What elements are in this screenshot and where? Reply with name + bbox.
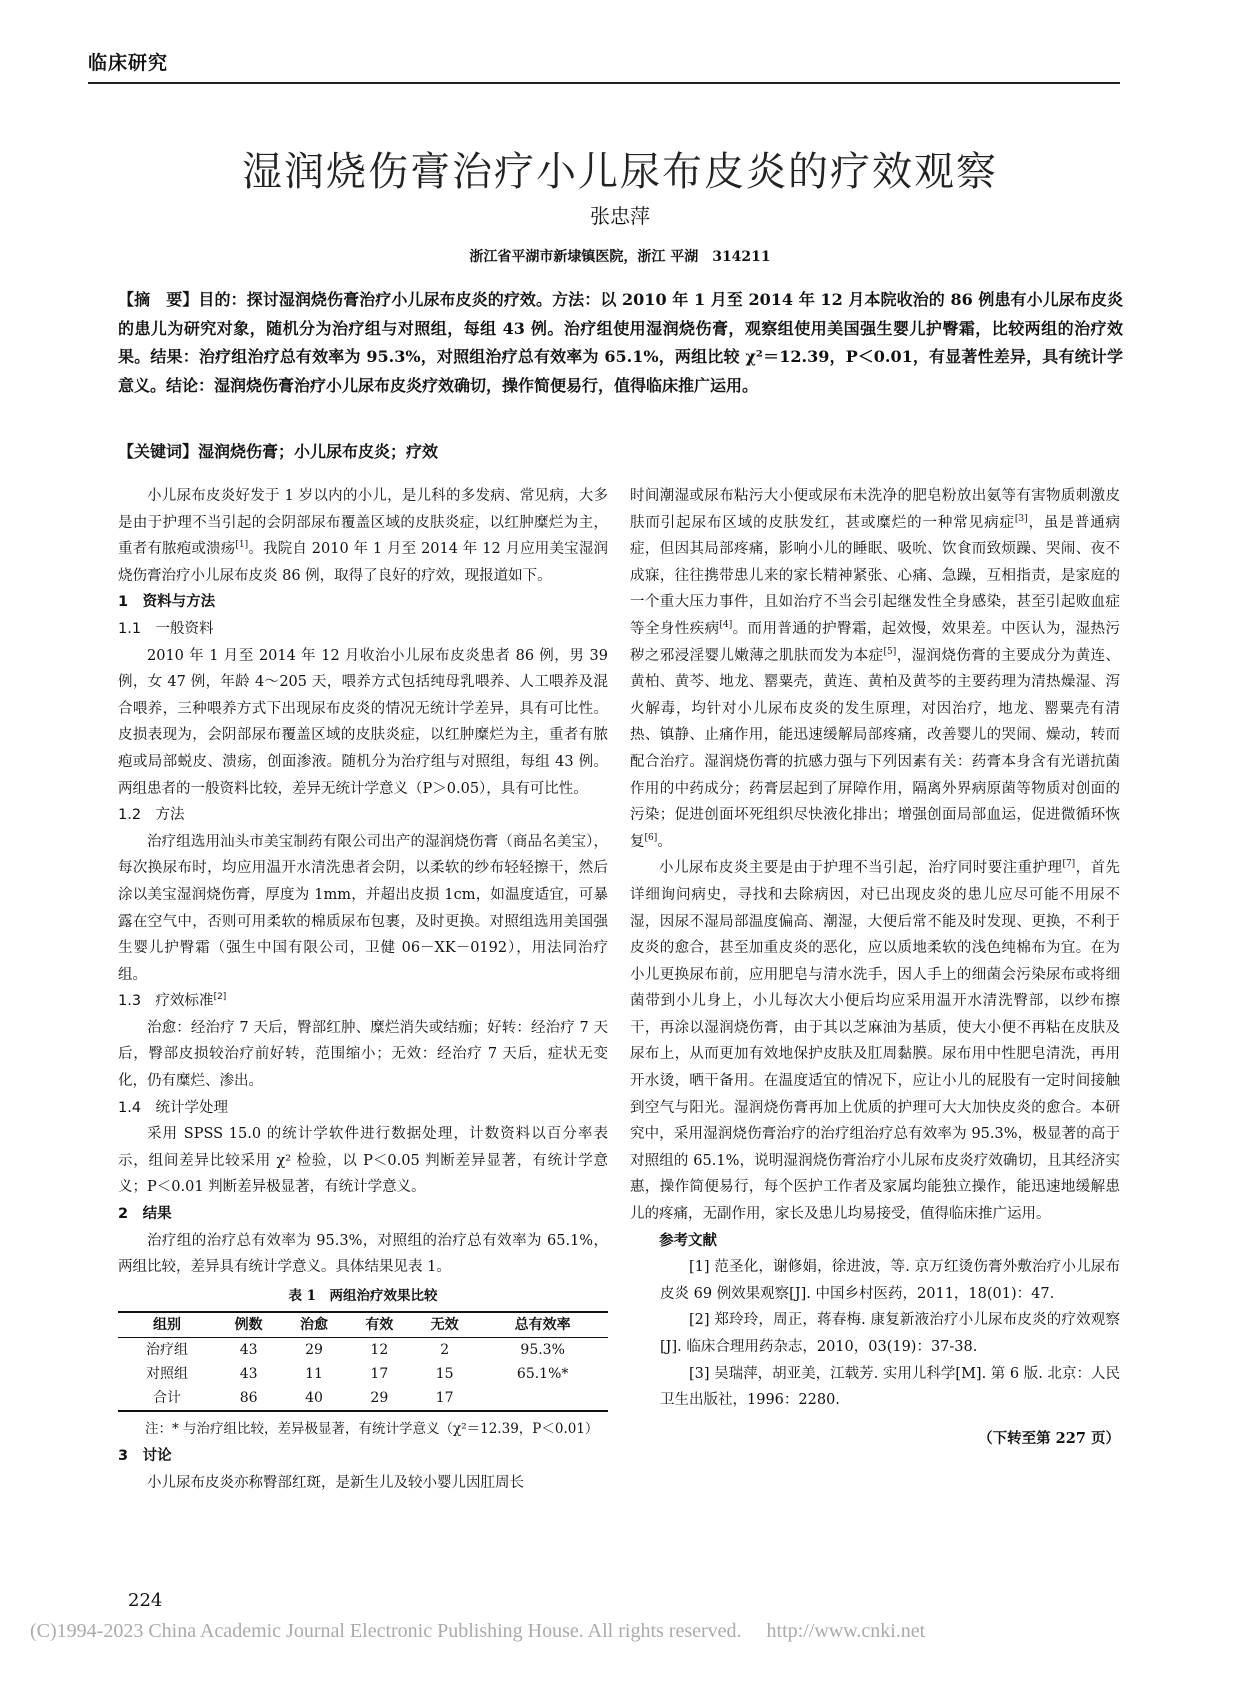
table-cell: 15: [435, 1366, 454, 1383]
method-paragraph: 治疗组选用汕头市美宝制药有限公司出产的湿润烧伤膏（商品名美宝），每次换尿布时，均应用温开水清洗患者会阴，以柔软的纱布轻轻擦干，然后涂以美宝湿润烧伤膏，厚度为 1mm，并超出皮损 1cm，如温度适宜，可暴露在空气中，否则可用柔软的棉质尿布包裹，及时更换。对照组选用美国强生婴儿护臀霜（强生中国有限公司，卫健 06－XK－0192），用法同治疗组。: [118, 833, 608, 983]
paragraph-text: 时间潮湿或尿布粘污大小便或尿布未洗净的肥皂粉放出氨等有害物质刺激皮肤而引起尿布区域的皮肤发红，甚或糜烂的一种常见病症: [630, 488, 1120, 531]
criteria-paragraph: 治愈：经治疗 7 天后，臀部红肿、糜烂消失或结痂；好转：经治疗 7 天后，臀部皮损较治疗前好转，范围缩小；无效：经治疗 7 天后，症状无变化，仍有糜烂、渗出。: [118, 1019, 608, 1090]
page-number: 224: [128, 1590, 163, 1611]
heading-general: 1.1 一般资料: [118, 620, 214, 637]
continued-note: （下转至第 227 页）: [978, 1429, 1120, 1447]
copyright-watermark: (C)1994-2023 China Academic Journal Electronic Publishing House. All rights reserved. http://www.cnki.net: [30, 1620, 926, 1642]
right-column: [630, 483, 1120, 1452]
table-cell: 86: [239, 1390, 258, 1407]
table-cell: [477, 1386, 608, 1411]
table-cell: 合计: [153, 1390, 181, 1407]
reference-item: [3] 吴瑞萍，胡亚美，江载芳. 实用儿科学[M]. 第 6 版. 北京：人民卫生出版社，1996：2280.: [660, 1365, 1120, 1409]
table-cell: 2: [440, 1342, 450, 1359]
table-row: [118, 1386, 608, 1411]
intro-text: 小儿尿布皮炎好发于 1 岁以内的小儿，是儿科的多发病、常见病，大多是由于护理不当引起的会阴部尿布覆盖区域的皮肤炎症，以红肿糜烂为主，重者有脓疱或溃疡: [118, 488, 608, 558]
heading-results: 2 结果: [118, 1206, 172, 1223]
paragraph-text: 小儿尿布皮炎主要是由于护理不当引起，治疗同时要注重护理: [659, 860, 1063, 877]
abstract-label: 【摘 要】: [118, 290, 199, 309]
heading-discussion: 3 讨论: [118, 1448, 172, 1464]
reference-item: [1] 范圣化，谢修娟，徐进波，等. 京万红烫伤膏外敷治疗小儿尿布皮炎 69 例效果观察[J]. 中国乡村医药，2011，18(01)：47.: [660, 1259, 1120, 1302]
paragraph-text: ，虽是普通病症，但因其局部疼痛，影响小儿的睡眠、吸吮、饮食而致烦躁、哭闹、夜不成寐，往往携带患儿来的家长精神紧张、心痛、急躁，互相指责，是家庭的一个重大压力事件，且如治疗不当会引起继发性全身感染，甚至引起败血症等全身性疾病: [630, 514, 1121, 637]
paragraph-text: 。: [657, 833, 672, 850]
paragraph-text: ，首先详细询问病史，寻找和去除病因，对已出现皮炎的患儿应尽可能不用尿不湿，因尿不湿局部温度偏高、潮湿，大便后常不能及时发现、更换，不利于皮炎的愈合，甚至加重皮炎的恶化，应以质地柔软的浅色纯棉布为宜。在为小儿更换尿布前，应用肥皂与清水洗手，因人手上的细菌会污染尿布或将细菌带到小儿身上，小儿每次大小便后均应采用温开水清洗臀部，以纱布擦干，再涂以湿润烧伤膏，由于其以芝麻油为基质，使大小便不再粘在皮肤及尿布上，从而更加有效地保护皮肤及肛周黏膜。尿布用中性肥皂清洗，再用开水烫，晒干备用。在温度适宜的情况下，应让小儿的屁股有一定时间接触到空气与阳光。湿润烧伤膏再加上优质的护理可大大加快皮炎的愈合。本研究中，采用湿润烧伤膏治疗的治疗组治疗总有效率为 95.3%，极显著的高于对照组的 65.1%，说明湿润烧伤膏治疗小儿尿布皮炎疗效确切，且其经济实惠，操作简便易行，每个医护工作者及家属均能独立操作，能迅速地缓解患儿的疼痛，无副作用，家长及患儿均易接受，值得临床推广运用。: [630, 860, 1121, 1223]
affiliation: 浙江省平湖市新埭镇医院，浙江 平湖 314211: [469, 249, 771, 265]
table-cell: 40: [305, 1390, 323, 1407]
paragraph-text: ，湿润烧伤膏的主要成分为黄连、黄柏、黄芩、地龙、罂粟壳，黄连、黄柏及黄芩的主要药理为清热燥湿、泻火解毒，均针对小儿尿布皮炎的发生原理，对因治疗，地龙、罂粟壳有清热、镇静、止痛作用，能迅速缓解局部疼痛，改善婴儿的哭闹、燥动，转而配合治疗。湿润烧伤膏的抗感力强与下列因素有关：药膏本身含有光谱抗菌作用的中药成分；药膏层起到了屏障作用，隔离外界病原菌等物质对创面的污染；促进创面坏死组织尽快液化排出；增强创面局部血运，促进微循环恢复: [630, 647, 1121, 850]
table-cell: 29: [370, 1390, 389, 1407]
intro-paragraph: [118, 483, 608, 589]
heading-methods: 1 资料与方法: [118, 594, 216, 611]
citation: [1]: [235, 540, 249, 551]
table-header-cell: 总有效率: [477, 1312, 608, 1338]
table-header-cell: 有效: [347, 1312, 412, 1338]
table-cell: 43: [239, 1342, 258, 1359]
heading-criteria-text: 1.3 疗效标准: [118, 993, 214, 1010]
citation: [7]: [1062, 859, 1076, 870]
citation: [3]: [1014, 513, 1028, 524]
table-cell: 治疗组: [146, 1342, 188, 1359]
table-header-cell: 组别: [118, 1312, 216, 1338]
references-heading: 参考文献: [659, 1232, 717, 1249]
stats-paragraph: 采用 SPSS 15.0 的统计学软件进行数据处理，计数资料以百分率表示，组间差异比较采用 χ² 检验，以 P＜0.05 判断差异显著，有统计学意义；P＜0.01 判断差异极显著，有统计学意义。: [118, 1126, 608, 1196]
table-cell: 12: [370, 1342, 389, 1359]
keywords-text: 湿润烧伤膏；小儿尿布皮炎；疗效: [198, 442, 439, 461]
nursing-paragraph: [630, 855, 1120, 1227]
heading-criteria: [118, 988, 608, 1015]
general-paragraph: 2010 年 1 月至 2014 年 12 月收治小儿尿布皮炎患者 86 例，男 39 例，女 47 例，年龄 4～205 天，喂养方式包括纯母乳喂养、人工喂养及混合喂养，三种喂养方式下出现尿布皮炎的情况无统计学差异，具有可比性。皮损表现为，会阴部尿布覆盖区域的皮肤炎症，以红肿糜烂为主，重者有脓疱或局部蜕皮、溃疡，创面渗液。随机分为治疗组与对照组，每组 43 例。两组患者的一般资料比较，差异无统计学意义（P＞0.05），具有可比性。: [118, 647, 608, 797]
article-title: 湿润烧伤膏治疗小儿尿布皮炎的疗效观察: [242, 149, 998, 195]
left-column: [118, 483, 608, 1496]
table-cell: 29: [305, 1342, 323, 1359]
reference-item: [2] 郑玲玲，周正，蒋春梅. 康复新液治疗小儿尿布皮炎的疗效观察[J]. 临床合理用药杂志，2010，03(19)：37-38.: [660, 1312, 1120, 1355]
table-cell: 17: [435, 1390, 454, 1407]
table-header-cell: 无效: [412, 1312, 477, 1338]
header-rule: [88, 82, 1120, 84]
citation: [2]: [213, 992, 227, 1003]
author: 张忠萍: [590, 204, 650, 228]
citation: [6]: [644, 832, 658, 843]
table-row: [118, 1338, 608, 1363]
table-cell: 17: [370, 1366, 389, 1383]
heading-stats: 1.4 统计学处理: [118, 1099, 229, 1116]
section-header: 临床研究: [88, 52, 169, 74]
keywords: [118, 438, 1123, 466]
table-header-cell: 治愈: [281, 1312, 346, 1338]
abstract: [118, 286, 1123, 400]
citation: [4]: [719, 620, 733, 631]
table-caption: 表 1 两组治疗效果比较: [288, 1287, 438, 1304]
discussion-paragraph: 小儿尿布皮炎亦称臀部红斑，是新生儿及较小婴儿因肛周长: [147, 1474, 524, 1491]
results-table: [118, 1311, 608, 1412]
citation: [5]: [883, 646, 897, 657]
table-note: 注：* 与治疗组比较，差异极显著，有统计学意义（χ²＝12.39，P＜0.01）: [145, 1421, 599, 1438]
abstract-text: 目的：探讨湿润烧伤膏治疗小儿尿布皮炎的疗效。方法：以 2010 年 1 月至 2014 年 12 月本院收治的 86 例患有小儿尿布皮炎的患儿为研究对象，随机分为治疗组与对照组，每组 43 例。治疗组使用湿润烧伤膏，观察组使用美国强生婴儿护臀霜，比较两组的治疗效果。结果：治疗组治疗总有效率为 95.3%，对照组治疗总有效率为 65.1%，两组比较 χ²＝12.39，P＜0.01，有显著性差异，具有统计学意义。结论：湿润烧伤膏治疗小儿尿布皮炎疗效确切，操作简便易行，值得临床推广运用。: [118, 290, 1123, 395]
table-cell: 11: [305, 1366, 323, 1383]
keywords-label: 【关键词】: [118, 442, 199, 461]
table-row: [118, 1362, 608, 1386]
table-cell: 95.3%: [520, 1342, 565, 1359]
discussion-continued-paragraph: [630, 483, 1120, 855]
heading-method: 1.2 方法: [118, 807, 185, 824]
table-cell: 65.1%*: [516, 1366, 569, 1383]
table-cell: 对照组: [146, 1366, 188, 1383]
paragraph-text: 。而用普通的护臀霜，起效慢，效果差。中医认为，湿热污秽之邪浸淫婴儿嫩薄之肌肤而发为本症: [630, 620, 1120, 664]
table-header-cell: 例数: [216, 1312, 281, 1338]
table-header-row: [118, 1312, 608, 1338]
intro-text-2: 。我院自 2010 年 1 月至 2014 年 12 月应用美宝湿润烧伤膏治疗小儿尿布皮炎 86 例，取得了良好的疗效，现报道如下。: [118, 541, 608, 584]
table-cell: 43: [239, 1366, 258, 1383]
results-paragraph: 治疗组的治疗总有效率为 95.3%，对照组的治疗总有效率为 65.1%，两组比较，差异具有统计学意义。具体结果见表 1。: [118, 1232, 608, 1276]
